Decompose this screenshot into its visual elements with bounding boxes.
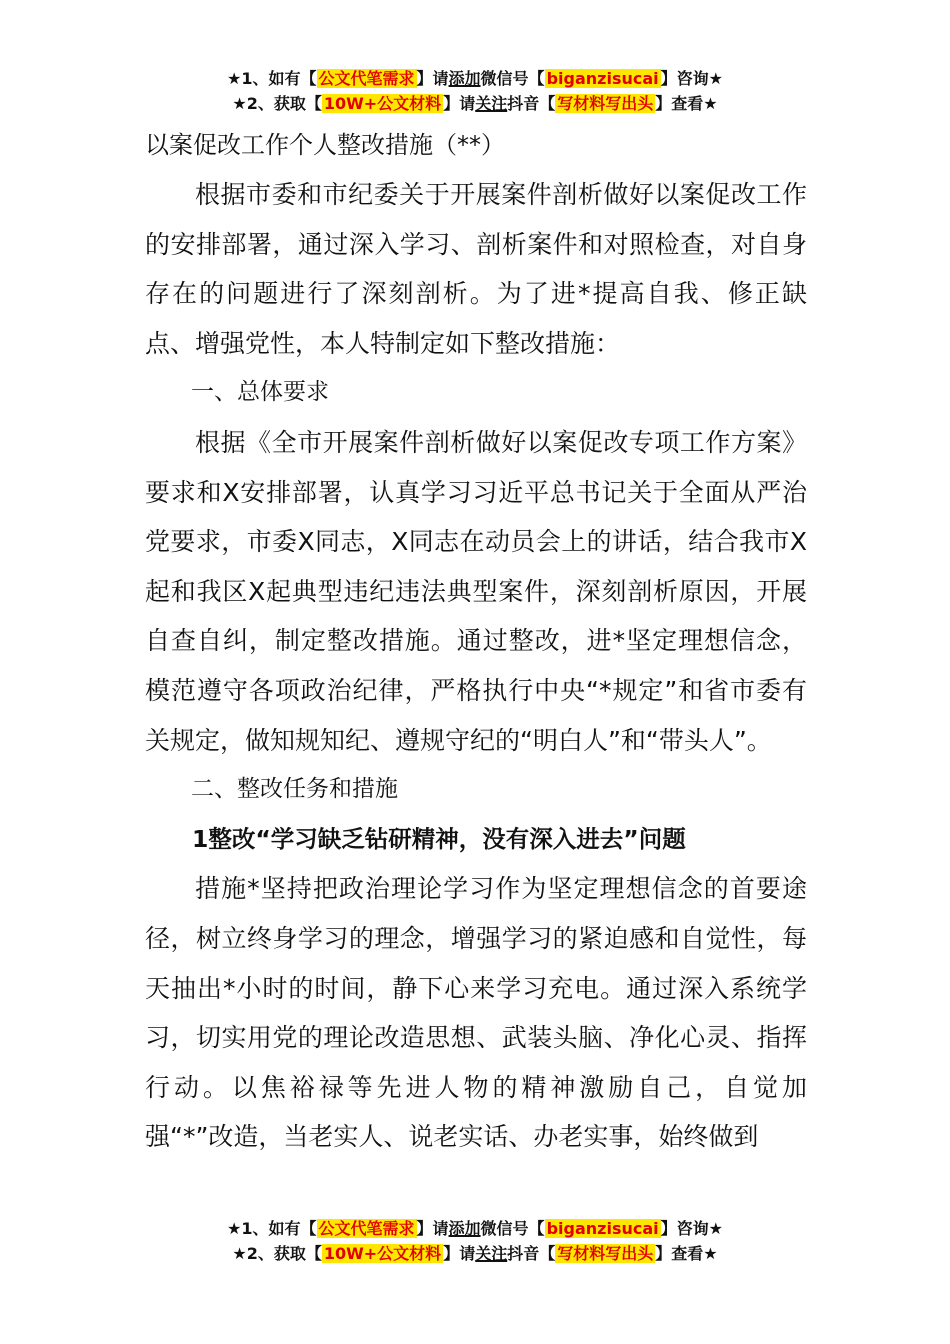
document-title: 以案促改工作个人整改措施（**） xyxy=(145,131,505,159)
banner-text: 微信号【 xyxy=(480,69,545,88)
highlight-wechat-id: biganzisucai xyxy=(546,69,659,88)
banner-text: 抖音【 xyxy=(507,1244,556,1263)
banner-line-1 xyxy=(0,1216,950,1241)
banner-text: ★2、获取【 xyxy=(232,94,322,113)
banner-underlined: 添加 xyxy=(448,1219,481,1238)
heading-tasks-measures: 二、整改任务和措施 xyxy=(191,776,398,803)
highlight-douyin-account: 写材料写出头 xyxy=(557,94,654,113)
top-banner xyxy=(0,66,950,116)
banner-underlined: 关注 xyxy=(475,1244,508,1263)
banner-text: 】查看★ xyxy=(655,1244,718,1263)
subheading-issue-1: 1整改“学习缺乏钻研精神，没有深入进去”问题 xyxy=(192,824,686,853)
banner-text: 】请 xyxy=(443,1244,476,1263)
banner-underlined: 关注 xyxy=(475,94,508,113)
banner-text: ★1、如有【 xyxy=(227,1219,317,1238)
highlight-materials: 10W+公文材料 xyxy=(323,94,442,113)
bottom-banner xyxy=(0,1216,950,1266)
highlight-materials: 10W+公文材料 xyxy=(323,1244,442,1263)
banner-text: 】查看★ xyxy=(655,94,718,113)
banner-text: 】请 xyxy=(416,69,449,88)
banner-line-2 xyxy=(0,91,950,116)
banner-text: 】咨询★ xyxy=(660,69,723,88)
highlight-service: 公文代笔需求 xyxy=(318,69,415,88)
banner-line-1 xyxy=(0,66,950,91)
paragraph-measures: 措施*坚持把政治理论学习作为坚定理想信念的首要途径，树立终身学习的理念，增强学习的紧迫感和自觉性，每天抽出*小时的时间，静下心来学习充电。通过深入系统学习，切实用党的理论改造思想、武装头脑、净化心灵、指挥行动。以焦裕禄等先进人物的精神激励自己，自觉加强“*”改造，当老实人、说老实话、办老实事，始终做到 xyxy=(145,874,807,1152)
document-body xyxy=(145,170,807,1162)
highlight-wechat-id: biganzisucai xyxy=(546,1219,659,1238)
paragraph-requirements: 根据《全市开展案件剖析做好以案促改专项工作方案》要求和X安排部署，认真学习习近平总书记关于全面从严治党要求，市委X同志，X同志在动员会上的讲话，结合我市X起和我区X起典型违纪违法典型案件，深刻剖析原因，开展自查自纠，制定整改措施。通过整改，进*坚定理想信念，模范遵守各项政治纪律，严格执行中央“*规定”和省市委有关规定，做知规知纪、遵规守纪的“明白人”和“带头人”。 xyxy=(145,427,807,755)
paragraph-intro: 根据市委和市纪委关于开展案件剖析做好以案促改工作的安排部署，通过深入学习、剖析案件和对照检查，对自身存在的问题进行了深刻剖析。为了进*提高自我、修正缺点、增强党性，本人特制定如下整改措施： xyxy=(145,180,807,358)
banner-text: 】请 xyxy=(416,1219,449,1238)
banner-underlined: 添加 xyxy=(448,69,481,88)
banner-text: 】咨询★ xyxy=(660,1219,723,1238)
heading-general-requirements: 一、总体要求 xyxy=(191,379,329,406)
highlight-service: 公文代笔需求 xyxy=(318,1219,415,1238)
banner-text: ★2、获取【 xyxy=(232,1244,322,1263)
banner-text: ★1、如有【 xyxy=(227,69,317,88)
banner-text: 微信号【 xyxy=(480,1219,545,1238)
banner-text: 】请 xyxy=(443,94,476,113)
highlight-douyin-account: 写材料写出头 xyxy=(557,1244,654,1263)
banner-text: 抖音【 xyxy=(507,94,556,113)
banner-line-2 xyxy=(0,1241,950,1266)
